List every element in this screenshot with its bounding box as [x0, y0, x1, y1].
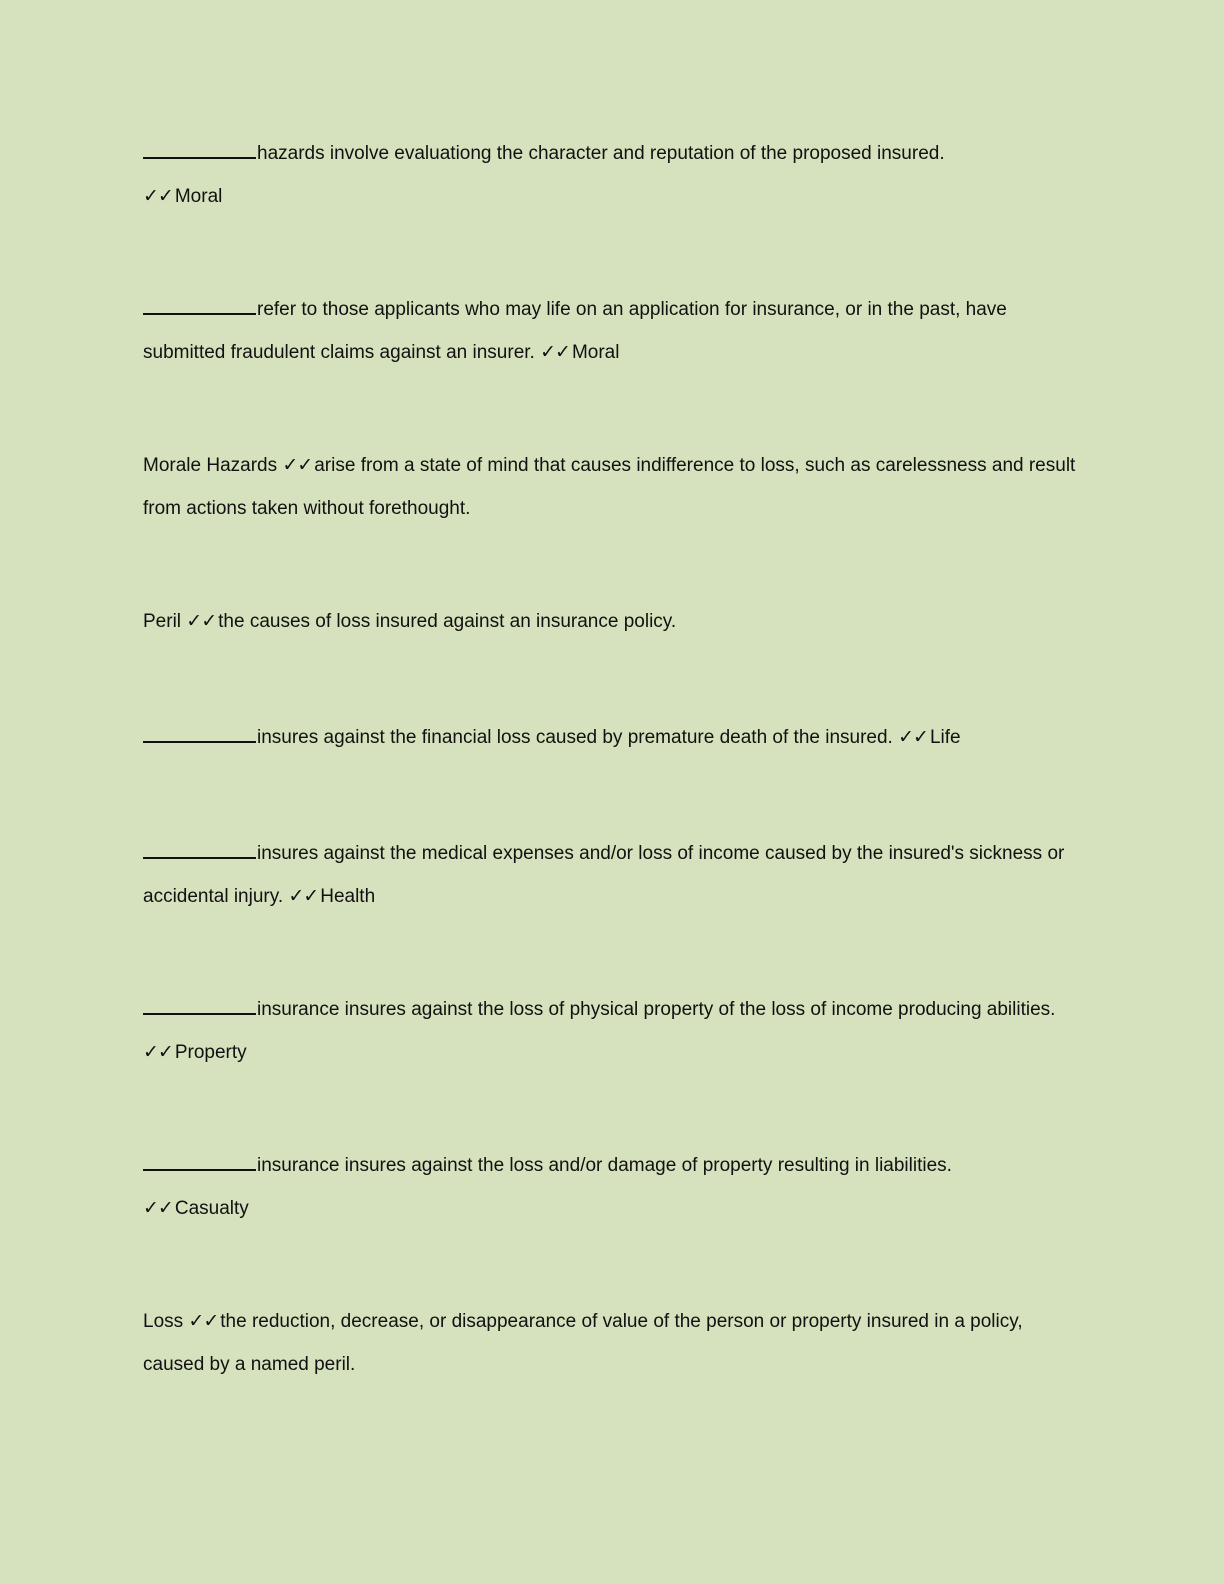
flashcard-entry — [143, 988, 1083, 1074]
flashcard-entry — [143, 288, 1083, 374]
double-check-icon: ✓✓ — [143, 1041, 173, 1063]
answer-blank — [143, 721, 256, 743]
answer-text: Moral — [174, 186, 223, 207]
flashcard-entry — [143, 132, 1083, 218]
answer-text: Moral — [571, 342, 620, 363]
term-label: Peril — [143, 611, 182, 632]
answer-text: the reduction, decrease, or disappearance of value of the person or property insured in a policy, caused by a named peril. — [143, 1311, 1023, 1375]
double-check-icon: ✓✓ — [143, 185, 173, 207]
answer-text: Health — [320, 886, 376, 907]
answer-blank — [143, 993, 256, 1015]
answer-text: Property — [174, 1042, 247, 1063]
flashcard-entry — [143, 832, 1083, 918]
double-check-icon: ✓✓ — [143, 1197, 173, 1219]
flashcard-list — [143, 132, 1083, 1456]
answer-blank — [143, 137, 256, 159]
answer-text: Casualty — [174, 1198, 249, 1219]
double-check-icon: ✓✓ — [188, 1310, 219, 1332]
double-check-icon: ✓✓ — [186, 610, 217, 632]
flashcard-entry — [143, 600, 1083, 643]
flashcard-entry — [143, 1144, 1083, 1230]
question-text: insures against the financial loss caused by premature death of the insured. — [257, 727, 893, 748]
answer-blank — [143, 293, 256, 315]
question-text: insurance insures against the loss and/or damage of property resulting in liabilities. — [257, 1155, 952, 1176]
flashcard-entry — [143, 1300, 1083, 1386]
double-check-icon: ✓✓ — [288, 885, 319, 907]
question-text: refer to those applicants who may life on an application for insurance, or in the past, have submitted fraudulent claims against an insurer. — [143, 299, 1007, 363]
answer-text: Life — [929, 727, 961, 748]
flashcard-entry — [143, 444, 1083, 530]
double-check-icon: ✓✓ — [282, 454, 313, 476]
double-check-icon: ✓✓ — [898, 726, 928, 748]
term-label: Morale Hazards — [143, 455, 278, 476]
question-text: insurance insures against the loss of physical property of the loss of income producing abilities. — [257, 999, 1056, 1020]
flashcard-entry — [143, 716, 1083, 759]
double-check-icon: ✓✓ — [540, 341, 570, 363]
answer-blank — [143, 837, 256, 859]
answer-blank — [143, 1149, 256, 1171]
answer-text: arise from a state of mind that causes indifference to loss, such as carelessness and result from actions taken without forethought. — [143, 455, 1076, 519]
question-text: insures against the medical expenses and/or loss of income caused by the insured's sickness or accidental injury. — [143, 843, 1065, 907]
term-label: Loss — [143, 1311, 184, 1332]
answer-text: the causes of loss insured against an insurance policy. — [218, 611, 677, 632]
question-text: hazards involve evaluationg the character and reputation of the proposed insured. — [257, 143, 945, 164]
